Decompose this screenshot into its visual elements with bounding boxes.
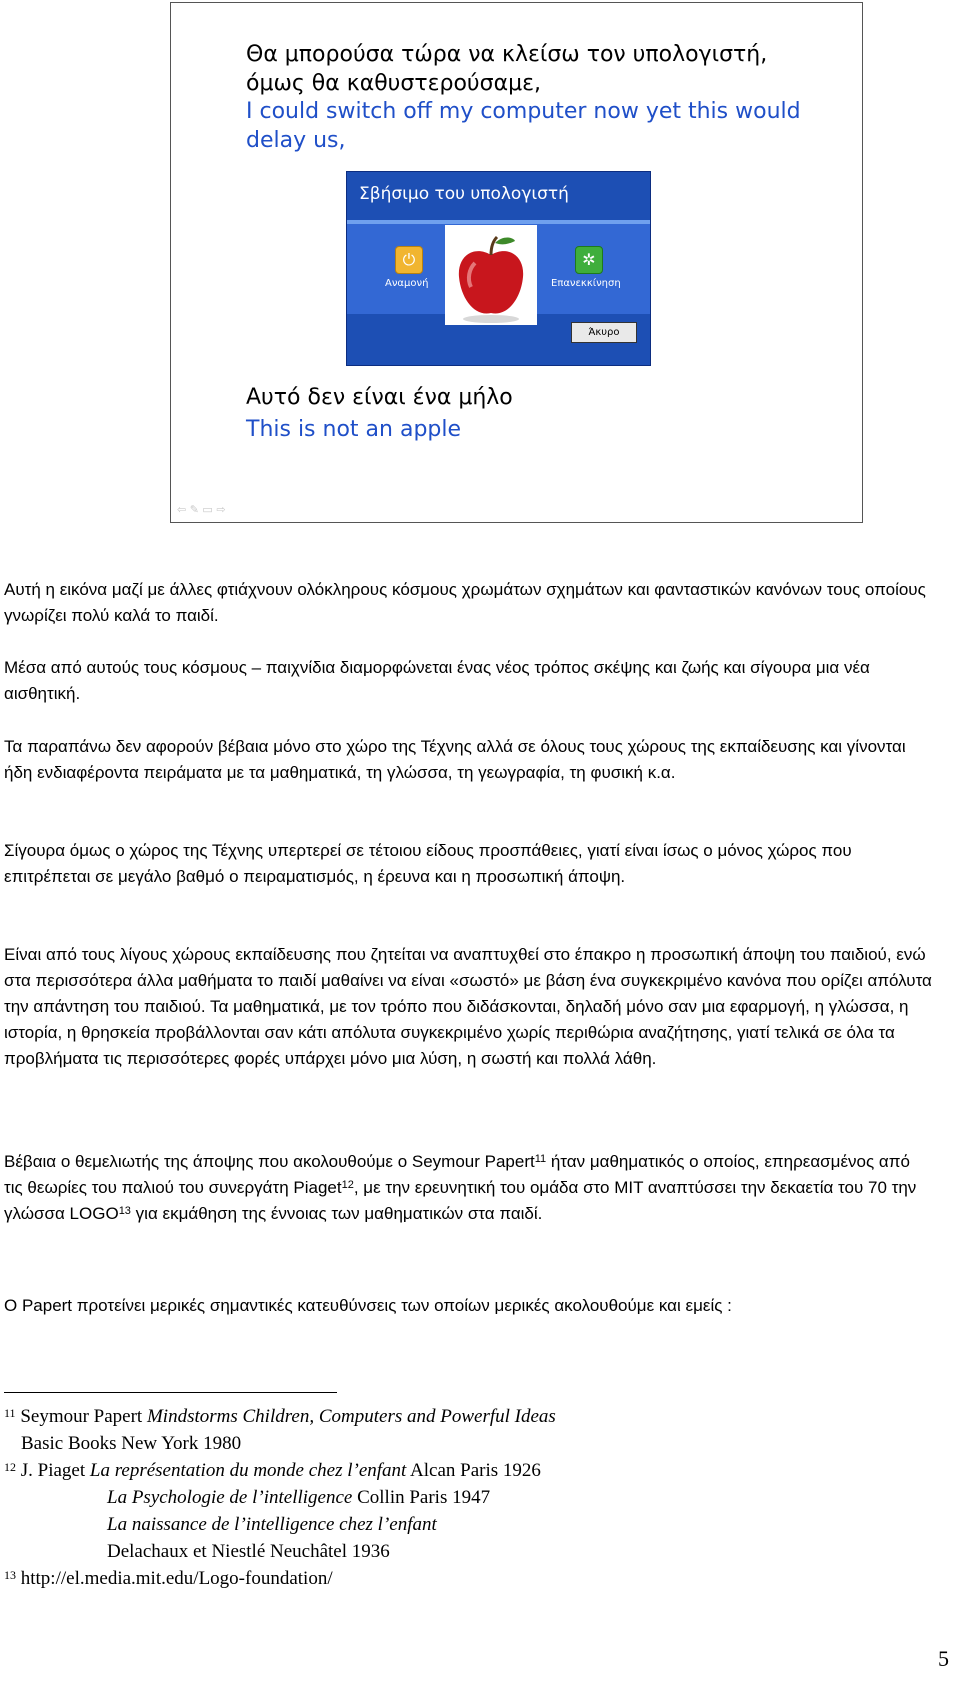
footnote-11-publisher: Basic Books New York 1980 [21, 1433, 242, 1454]
slide-caption-english: This is not an apple [246, 417, 462, 442]
footnote-12-publisher-3: Delachaux et Niestlé Neuchâtel 1936 [107, 1541, 390, 1562]
page-number: 5 [938, 1646, 949, 1671]
paragraph-7: O Papert προτείνει μερικές σημαντικές κατευθύνσεις των οποίων μερικές ακολουθούμε και εμείς : [4, 1296, 732, 1315]
footnote-12-publisher-2: Collin Paris 1947 [352, 1487, 491, 1508]
slide-image [170, 2, 863, 523]
slide-greek-line-2: όμως θα καθυστερούσαμε, [246, 71, 541, 96]
footnote-12-title-1: La représentation du monde chez l’enfant [89, 1460, 407, 1481]
restart-label: Επανεκκίνηση [551, 278, 621, 289]
footnote-12-title-3: La naissance de l’intelligence chez l’enfant [107, 1514, 437, 1535]
footnote-separator [4, 1392, 337, 1393]
p6-text-b: ήταν μαθηματικός ο οποίος, επηρεασμένος από τις θεωρίες του παλιού του συνεργάτη Piaget [4, 1152, 910, 1197]
slide-greek-line-1: Θα μπορούσα τώρα να κλείσω τον υπολογιστή, [246, 42, 768, 67]
footnote-12-title-2: La Psychologie de l’intelligence [107, 1487, 353, 1508]
slide-english-line-2: delay us, [246, 128, 346, 153]
footnote-13 [4, 1566, 333, 1592]
p6-text-c: , με την ερευνητική του ομάδα στο MIT αναπτύσσει την δεκαετία του 70 την γλώσσα LOGO [4, 1178, 917, 1223]
footnote-ref-13: 13 [118, 1205, 131, 1217]
paragraph-2: Μέσα από αυτούς τους κόσμους – παιχνίδια διαμορφώνεται ένας νέος τρόπος σκέψης και ζωής και σίγουρα μια νέα αισθητική. [4, 658, 870, 703]
footnote-12-number: 12 [4, 1460, 16, 1474]
footnote-ref-11: 11 [534, 1153, 547, 1165]
cancel-button: Άκυρο [571, 322, 637, 343]
footnote-13-url[interactable]: http://el.media.mit.edu/Logo-foundation/ [16, 1568, 333, 1589]
footnote-12-author: J. Piaget [16, 1460, 90, 1481]
footnote-12-line-2 [107, 1485, 490, 1511]
footnote-11 [4, 1404, 556, 1430]
standby-icon: ⏻ [395, 246, 423, 274]
footnote-12 [4, 1458, 541, 1484]
footnote-11-number: 11 [4, 1406, 16, 1420]
p6-text-a: Βέβαια ο θεμελιωτής της άποψης που ακολουθούμε ο Seymour Papert [4, 1152, 535, 1171]
paragraph-3: Τα παραπάνω δεν αφορούν βέβαια μόνο στο χώρο της Τέχνης αλλά σε όλους τους χώρους της εκπαίδευσης και γίνονται ήδη ενδιαφέροντα πειράματα με τα μαθηματικά, τη γλώσσα, τη γεωγραφία, τη φυσική κ.α. [4, 737, 906, 782]
slide-caption-greek: Αυτό δεν είναι ένα μήλο [246, 385, 513, 410]
paragraph-5: Είναι από τους λίγους χώρους εκπαίδευσης που ζητείται να αναπτυχθεί στο έπακρο η προσωπική άποψη του παιδιού, ενώ στα περισσότερα άλλα μαθήματα το παιδί μαθαίνει να είναι «σωστό» με βάση ένα συγκεκριμένο κανόνα που ορίζει απόλυτα την απάντηση του παιδιού. Τα μαθηματικά, με τον τρόπο που διδάσκονται, δηλαδή μόνο σαν μια εφαρμογή, η γλώσσα, η ιστορία, η θρησκεία προβάλλονται σαν κάτι απόλυτα συγκεκριμένο χωρίς περιθώρια αναζήτησης, γιατί τελικά σε όλα τα προβλήματα τις περισσότερες φορές υπάρχει μόνο μια λύση, η σωστή και πολλά λάθη. [4, 945, 932, 1068]
paragraph-6 [4, 1149, 932, 1227]
footnote-11-title: Mindstorms Children, Computers and Powerful Ideas [146, 1406, 556, 1427]
footnote-11-author: Seymour Papert [15, 1406, 147, 1427]
footnote-13-number: 13 [4, 1568, 16, 1582]
dialog-title: Σβήσιμο του υπολογιστή [359, 184, 569, 204]
standby-label: Αναμονή [385, 278, 429, 289]
p6-text-d: για εκμάθηση της έννοιας των μαθηματικών στα παιδί. [130, 1204, 543, 1223]
restart-icon: ✲ [575, 246, 603, 274]
apple-icon [445, 225, 537, 325]
paragraph-1: Αυτή η εικόνα μαζί με άλλες φτιάχνουν ολόκληρους κόσμους χρωμάτων σχημάτων και φανταστικών κανόνων τους οποίους γνωρίζει πολύ καλά το παιδί. [4, 580, 926, 625]
footnote-12-publisher-1: Alcan Paris 1926 [406, 1460, 541, 1481]
slide-toolbar-icon: ⇦ ✎ ▭ ⇨ [177, 503, 226, 516]
apple-image [445, 225, 537, 325]
shutdown-dialog [346, 171, 651, 366]
footnote-ref-12: 12 [341, 1179, 354, 1191]
slide-english-line-1: I could switch off my computer now yet this would [246, 99, 801, 124]
paragraph-4: Σίγουρα όμως ο χώρος της Τέχνης υπερτερεί σε τέτοιου είδους προσπάθειες, γιατί είναι ίσως ο μόνος χώρος που επιτρέπεται σε μεγάλο βαθμό ο πειραματισμός, η έρευνα και η προσωπική άποψη. [4, 841, 852, 886]
